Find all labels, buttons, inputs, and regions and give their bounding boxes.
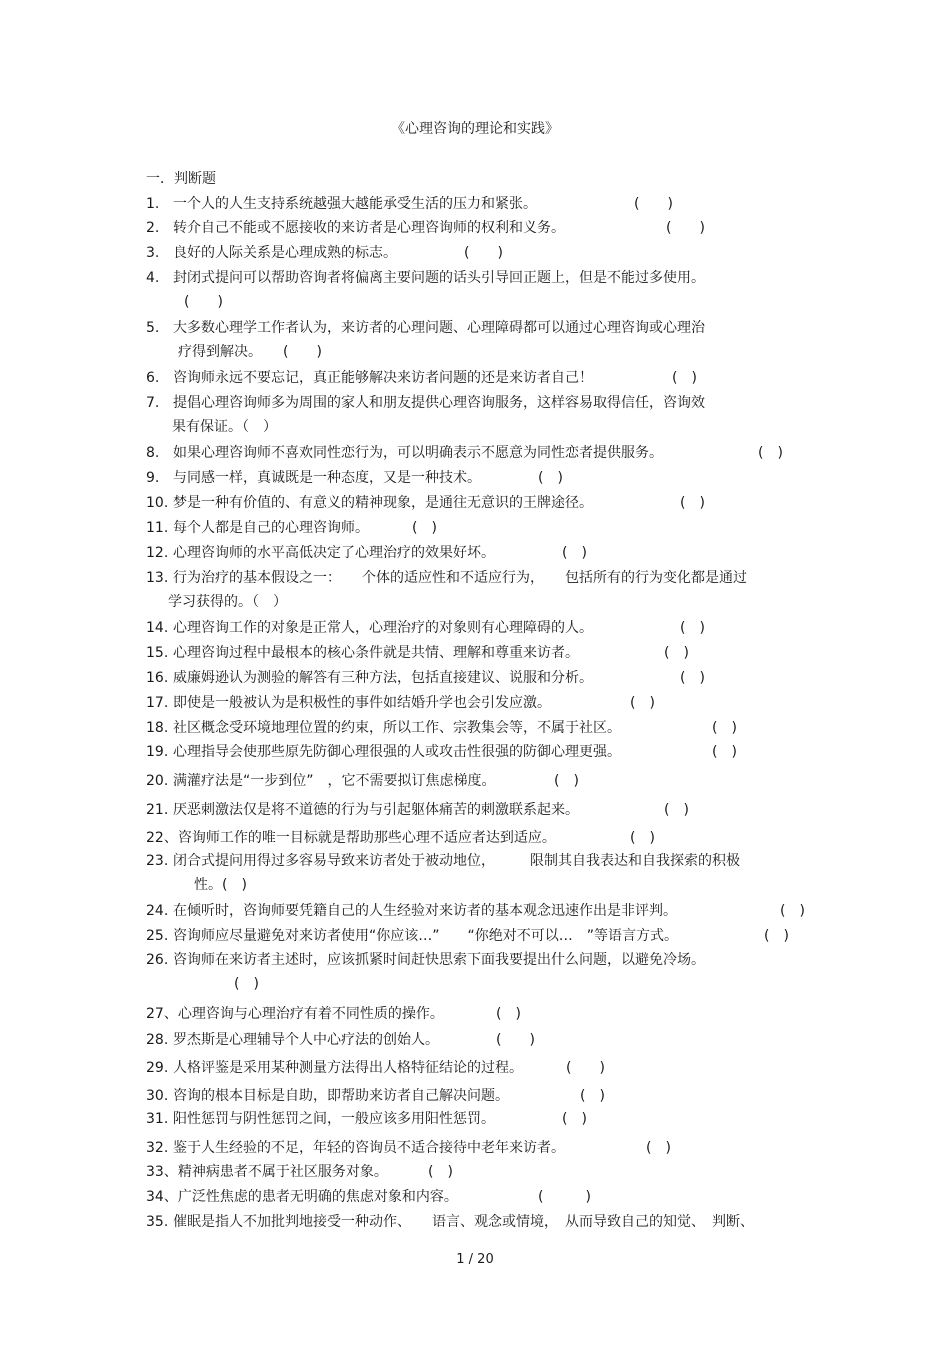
question-text: 转介自己不能或不愿接收的来访者是心理咨询师的权利和义务。 <box>173 220 565 236</box>
answer-parentheses: ( ) <box>566 1060 605 1076</box>
question-text: 罗杰斯是心理辅导个人中心疗法的创始人。 <box>173 1032 439 1048</box>
question-text: 咨询师应尽量避免对来访者使用“你应该…” “你绝对不可以… ”等语言方式。 <box>173 928 679 944</box>
question-item <box>146 691 826 715</box>
question-item <box>146 924 826 948</box>
question-number: 11. <box>146 520 169 536</box>
question-number: 26. <box>146 952 169 968</box>
answer-parentheses: ( ) <box>666 220 705 236</box>
question-text: 在倾听时，咨询师要凭籍自己的人生经验对来访者的基本观念迅速作出是非评判。 <box>173 903 677 919</box>
question-item <box>146 769 826 793</box>
answer-parentheses: ( ) <box>780 903 805 919</box>
question-text: 精神病患者不属于社区服务对象。 <box>177 1164 388 1180</box>
answer-parentheses: ( ) <box>680 495 705 511</box>
question-number: 31. <box>146 1111 169 1127</box>
question-item <box>146 366 826 390</box>
answer-parentheses: ( ) <box>672 370 697 386</box>
question-number: 34、 <box>146 1189 178 1205</box>
answer-parentheses: ( ) <box>496 1032 535 1048</box>
question-number: 15. <box>146 645 169 661</box>
answer-parentheses: ( ) <box>664 645 689 661</box>
answer-parentheses: ( ) <box>554 773 579 789</box>
question-text: 咨询的根本目标是自助，即帮助来访者自己解决问题。 <box>173 1088 509 1104</box>
question-text: 每个人都是自己的心理咨询师。 <box>173 520 369 536</box>
question-number: 18. <box>146 720 169 736</box>
question-item <box>146 391 826 439</box>
question-number: 21. <box>146 802 169 818</box>
question-text: 心理咨询师的水平高低决定了心理治疗的效果好坏。 <box>173 545 495 561</box>
answer-parentheses: ( ) <box>580 1088 605 1104</box>
question-item <box>146 241 826 265</box>
answer-parentheses: ( ) <box>428 1164 453 1180</box>
question-number: 9. <box>146 470 160 486</box>
question-item <box>146 566 826 614</box>
question-text: 即使是一般被认为是积极性的事件如结婚升学也会引发应激。 <box>173 695 551 711</box>
question-number: 23. <box>146 853 169 869</box>
question-text-continuation: 性。( ) <box>194 877 247 893</box>
question-item <box>146 1185 826 1209</box>
question-text: 梦是一种有价值的、有意义的精神现象，是通往无意识的王牌途径。 <box>173 495 593 511</box>
question-item <box>146 1210 826 1234</box>
question-text: 咨询师工作的唯一目标就是帮助那些心理不适应者达到适应。 <box>177 830 556 846</box>
question-text: 广泛性焦虑的患者无明确的焦虑对象和内容。 <box>177 1189 458 1205</box>
question-item <box>146 798 826 822</box>
question-number: 8. <box>146 445 160 461</box>
question-text: 心理咨询工作的对象是正常人，心理治疗的对象则有心理障碍的人。 <box>173 620 593 636</box>
question-item <box>146 1028 826 1052</box>
answer-parentheses: ( ) <box>764 928 789 944</box>
question-item <box>146 441 826 465</box>
question-item <box>146 266 826 314</box>
question-text: 心理咨询与心理治疗有着不同性质的操作。 <box>177 1006 444 1022</box>
question-number: 35. <box>146 1214 169 1230</box>
question-text-continuation: ( ) <box>184 294 223 310</box>
question-item <box>146 1160 826 1184</box>
question-number: 6. <box>146 370 160 386</box>
question-item <box>146 1084 826 1108</box>
question-number: 4. <box>146 270 160 286</box>
question-text-continuation: ( ) <box>234 976 259 992</box>
answer-parentheses: ( ) <box>538 1189 591 1205</box>
answer-parentheses: ( ) <box>712 744 737 760</box>
answer-parentheses: ( ) <box>464 245 503 261</box>
answer-parentheses: ( ) <box>496 1006 521 1022</box>
question-number: 19. <box>146 744 169 760</box>
question-number: 33、 <box>146 1164 178 1180</box>
question-item <box>146 666 826 690</box>
question-number: 27、 <box>146 1006 178 1022</box>
question-item <box>146 740 826 764</box>
question-item <box>146 1056 826 1080</box>
question-text: 与同感一样，真诚既是一种态度，又是一种技术。 <box>173 470 481 486</box>
question-item <box>146 899 826 923</box>
question-item <box>146 541 826 565</box>
question-number: 1. <box>146 196 160 212</box>
question-item <box>146 516 826 540</box>
question-number: 7. <box>146 395 160 411</box>
answer-parentheses: ( ) <box>634 196 673 212</box>
question-text: 良好的人际关系是心理成熟的标志。 <box>173 245 397 261</box>
question-item <box>146 192 826 216</box>
answer-parentheses: ( ) <box>562 1111 587 1127</box>
question-text: 咨询师永远不要忘记，真正能够解决来访者问题的还是来访者自己！ <box>173 370 593 386</box>
question-number: 30. <box>146 1088 169 1104</box>
answer-parentheses: ( ) <box>538 470 563 486</box>
question-item <box>146 826 826 850</box>
answer-parentheses: ( ) <box>758 445 783 461</box>
question-number: 12. <box>146 545 169 561</box>
question-item <box>146 216 826 240</box>
question-number: 28. <box>146 1032 169 1048</box>
answer-parentheses: ( ) <box>630 830 655 846</box>
question-text: 闭合式提问用得过多容易导致来访者处于被动地位， 限制其自我表达和自我探索的积极 <box>173 853 740 869</box>
question-item <box>146 1002 826 1026</box>
question-text-continuation: 学习获得的。（ ） <box>168 594 287 610</box>
question-number: 14. <box>146 620 169 636</box>
question-text: 满灌疗法是“一步到位” ，它不需要拟订焦虑梯度。 <box>173 773 496 789</box>
question-text: 行为治疗的基本假设之一： 个体的适应性和不适应行为， 包括所有的行为变化都是通过 <box>173 570 747 586</box>
question-item <box>146 716 826 740</box>
question-text: 大多数心理学工作者认为，来访者的心理问题、心理障碍都可以通过心理咨询或心理治 <box>173 320 705 336</box>
question-text: 如果心理咨询师不喜欢同性恋行为，可以明确表示不愿意为同性恋者提供服务。 <box>173 445 663 461</box>
question-number: 2. <box>146 220 160 236</box>
question-text: 封闭式提问可以帮助咨询者将偏离主要问题的话头引导回正题上，但是不能过多使用。 <box>173 270 705 286</box>
section-heading: 一．判断题 <box>146 171 216 187</box>
answer-parentheses: ( ) <box>412 520 437 536</box>
question-number: 17. <box>146 695 169 711</box>
question-item <box>146 616 826 640</box>
question-item <box>146 1107 826 1131</box>
question-text: 提倡心理咨询师多为周围的家人和朋友提供心理咨询服务，这样容易取得信任，咨询效 <box>173 395 705 411</box>
question-text: 心理咨询过程中最根本的核心条件就是共情、理解和尊重来访者。 <box>173 645 579 661</box>
question-text: 阳性惩罚与阴性惩罚之间，一般应该多用阳性惩罚。 <box>173 1111 495 1127</box>
question-text-continuation: 疗得到解决。 ( ) <box>178 344 322 360</box>
question-text: 威廉姆逊认为测验的解答有三种方法，包括直接建议、说服和分析。 <box>173 670 593 686</box>
question-item <box>146 948 826 996</box>
question-text: 鉴于人生经验的不足，年轻的咨询员不适合接待中老年来访者。 <box>173 1140 565 1156</box>
question-text: 厌恶刺激法仅是将不道德的行为与引起躯体痛苦的刺激联系起来。 <box>173 802 579 818</box>
question-number: 5. <box>146 320 160 336</box>
question-item <box>146 849 826 897</box>
document-title: 《心理咨询的理论和实践》 <box>391 121 559 137</box>
question-item <box>146 641 826 665</box>
page-number: 1 / 20 <box>456 1252 494 1267</box>
question-number: 10. <box>146 495 169 511</box>
question-number: 29. <box>146 1060 169 1076</box>
question-number: 13. <box>146 570 169 586</box>
answer-parentheses: ( ) <box>680 620 705 636</box>
question-number: 16. <box>146 670 169 686</box>
answer-parentheses: ( ) <box>712 720 737 736</box>
question-number: 3. <box>146 245 160 261</box>
answer-parentheses: ( ) <box>630 695 655 711</box>
question-text-continuation: 果有保证。（ ） <box>172 419 277 435</box>
question-number: 20. <box>146 773 169 789</box>
question-number: 32. <box>146 1140 169 1156</box>
question-number: 25. <box>146 928 169 944</box>
question-number: 22、 <box>146 830 178 846</box>
question-text: 咨询师在来访者主述时，应该抓紧时间赶快思索下面我要提出什么问题，以避免冷场。 <box>173 952 705 968</box>
question-text: 社区概念受环境地理位置的约束，所以工作、宗教集会等，不属于社区。 <box>173 720 621 736</box>
question-item <box>146 1136 826 1160</box>
question-item <box>146 491 826 515</box>
answer-parentheses: ( ) <box>562 545 587 561</box>
question-text: 一个人的人生支持系统越强大越能承受生活的压力和紧张。 <box>173 196 537 212</box>
question-text: 人格评鉴是采用某种测量方法得出人格特征结论的过程。 <box>173 1060 523 1076</box>
question-item <box>146 316 826 364</box>
question-text: 催眠是指人不加批判地接受一种动作、 语言、观念或情境， 从而导致自己的知觉、 判断、 <box>173 1214 754 1230</box>
answer-parentheses: ( ) <box>664 802 689 818</box>
answer-parentheses: ( ) <box>680 670 705 686</box>
question-item <box>146 466 826 490</box>
question-number: 24. <box>146 903 169 919</box>
answer-parentheses: ( ) <box>646 1140 671 1156</box>
question-text: 心理指导会使那些原先防御心理很强的人或攻击性很强的防御心理更强。 <box>173 744 621 760</box>
